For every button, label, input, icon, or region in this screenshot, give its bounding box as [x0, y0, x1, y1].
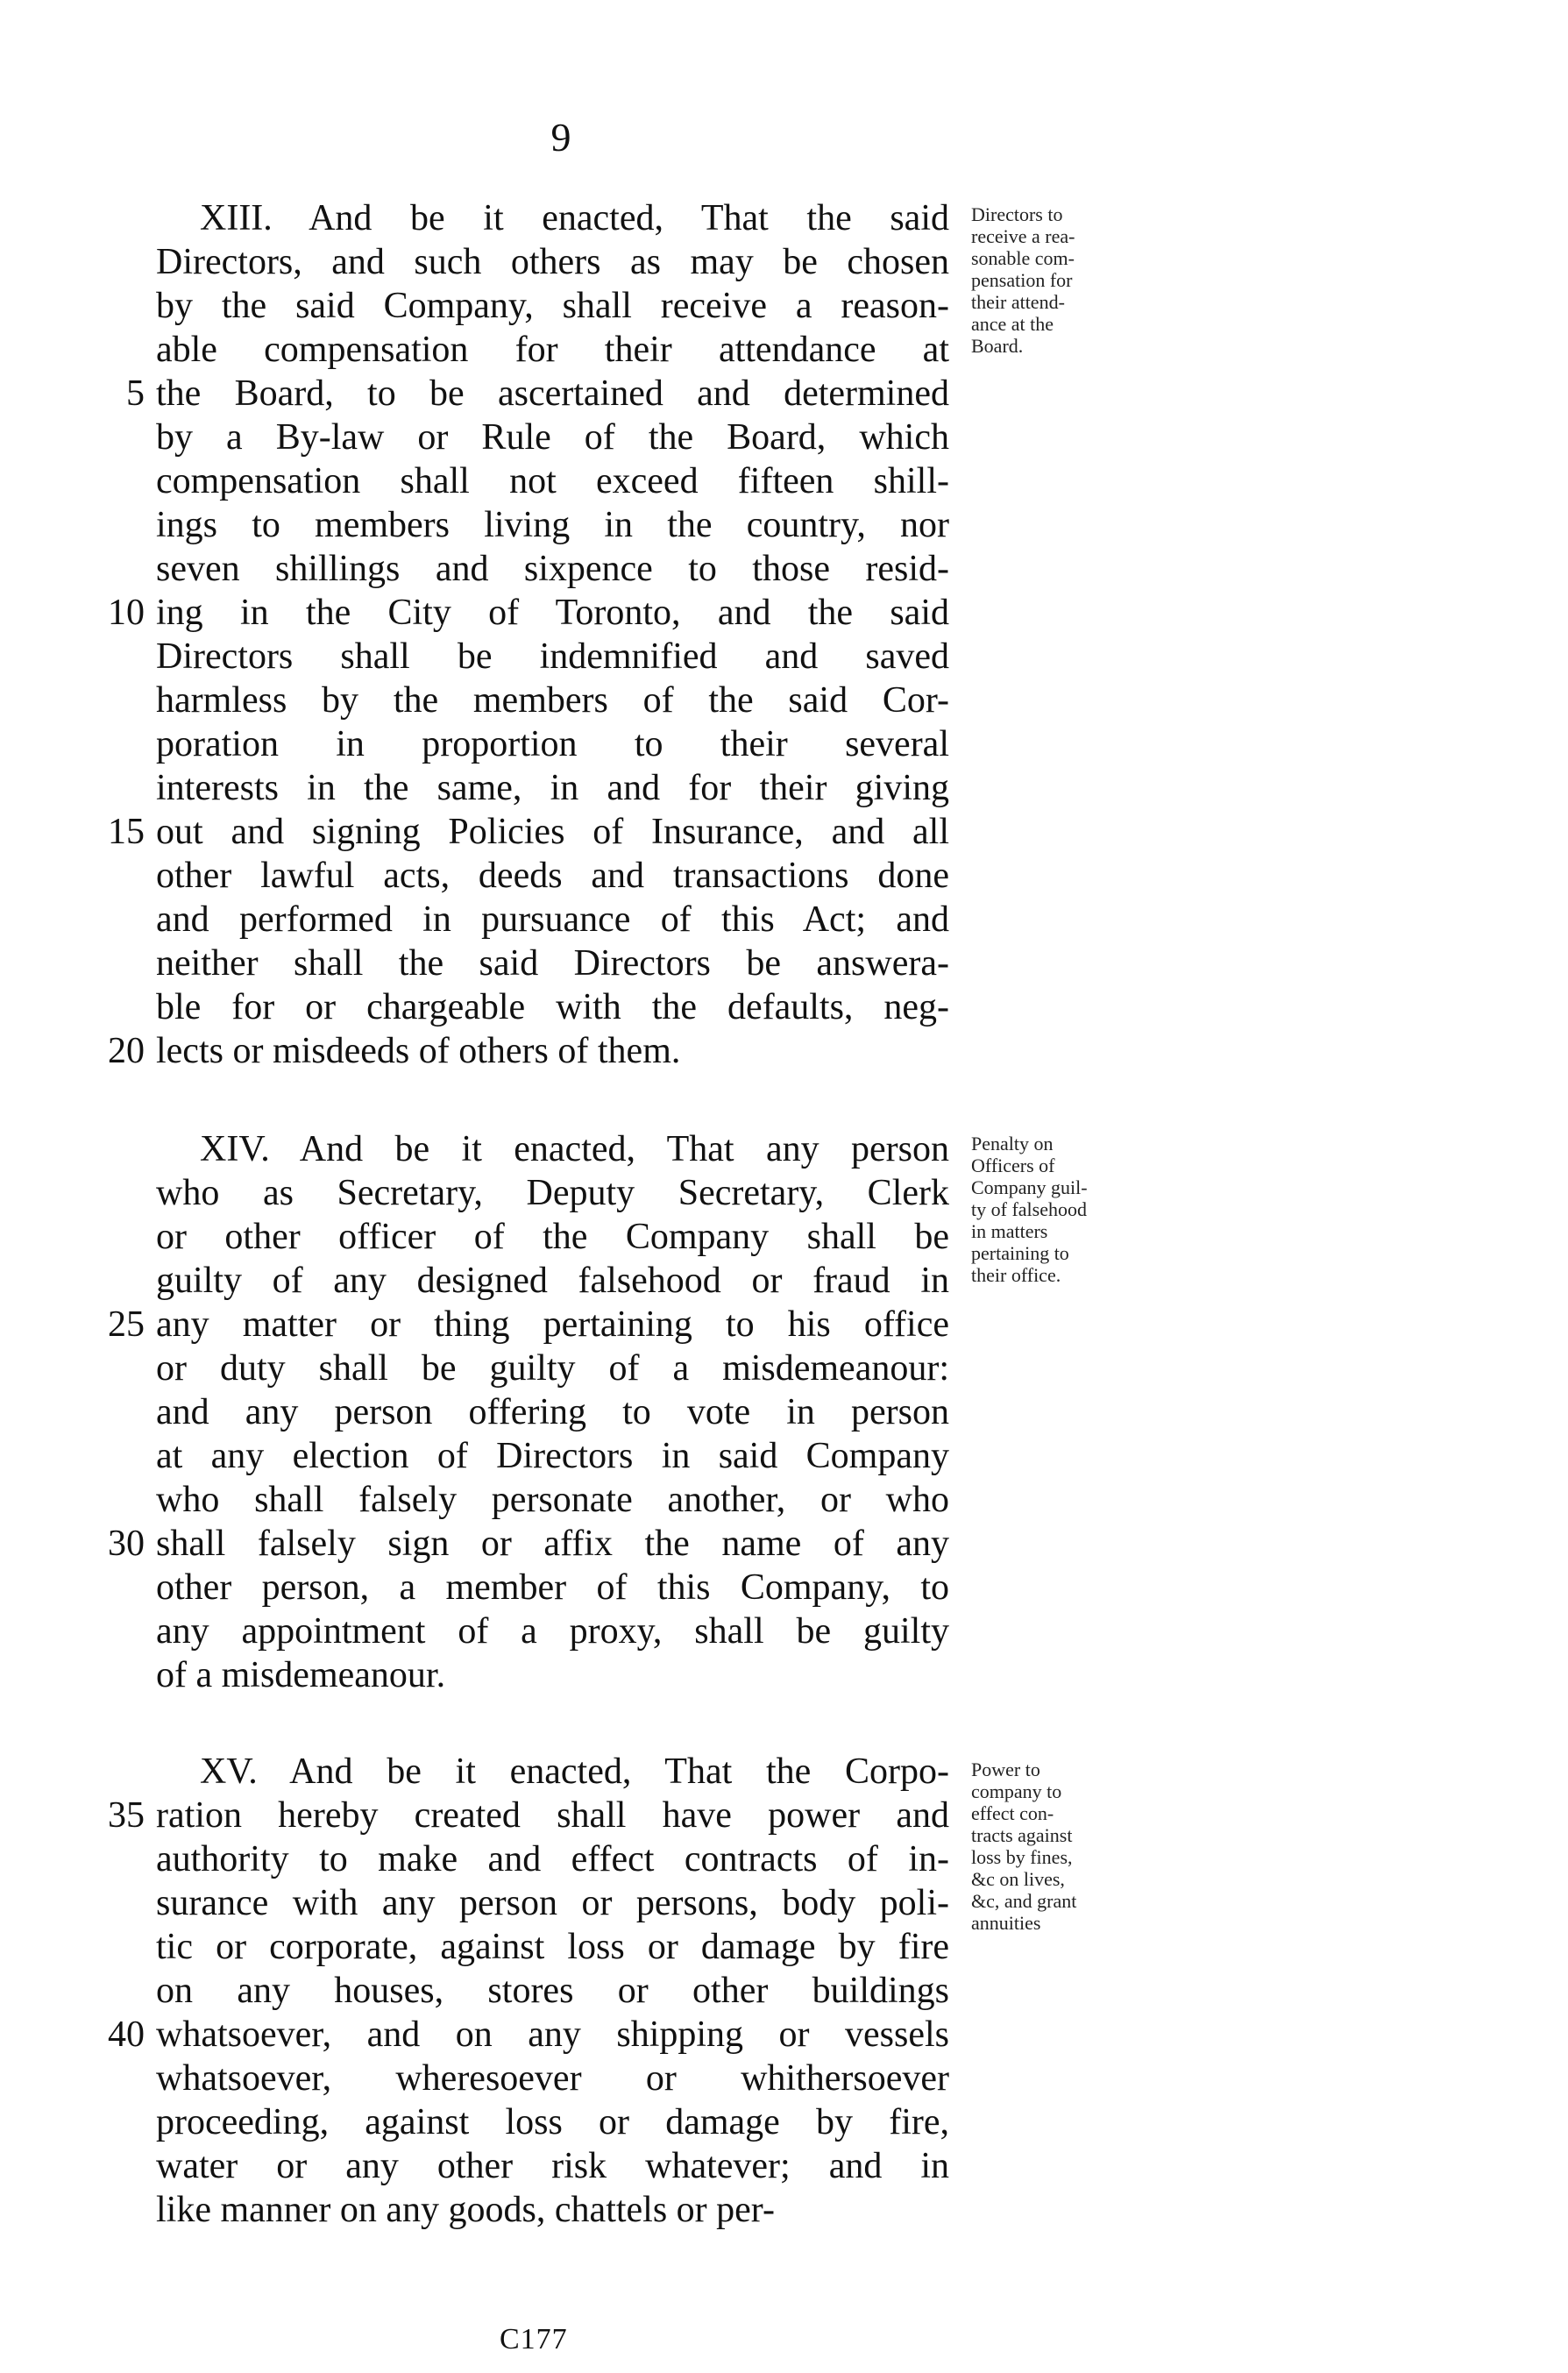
margin-note-line: company to [971, 1780, 1062, 1802]
line-text: at any election of Directors in said Company [156, 1436, 949, 1476]
line-text: poration in proportion to their several [156, 724, 949, 764]
line-number: 5 [126, 373, 145, 414]
line-text: by a By-law or Rule of the Board, which [156, 417, 949, 458]
line-text: and performed in pursuance of this Act; and [156, 899, 949, 940]
line-text: XIV. And be it enacted, That any person [200, 1129, 949, 1169]
page-number: 9 [550, 115, 571, 160]
margin-note-line: annuities [971, 1912, 1041, 1934]
margin-note-line: sonable com- [971, 247, 1075, 269]
line-number: 20 [108, 1031, 145, 1071]
line-text: who as Secretary, Deputy Secretary, Clerk [156, 1173, 949, 1213]
line-text: the Board, to be ascertained and determined [156, 373, 949, 414]
line-text: tic or corporate, against loss or damage by fire [156, 1927, 949, 1967]
line-text: authority to make and effect contracts of in- [156, 1839, 949, 1879]
line-text: shall falsely sign or affix the name of any [156, 1524, 949, 1564]
line-text: ble for or chargeable with the defaults, neg- [156, 987, 949, 1027]
line-number: 35 [108, 1795, 145, 1836]
line-text: who shall falsely personate another, or who [156, 1480, 949, 1520]
line-text: neither shall the said Directors be answera- [156, 943, 949, 984]
line-text: or other officer of the Company shall be [156, 1217, 949, 1257]
margin-note [971, 1758, 1155, 1934]
margin-note-line: pertaining to [971, 1242, 1069, 1264]
margin-note-line: Officers of [971, 1155, 1055, 1176]
margin-note-line: tracts against [971, 1824, 1073, 1846]
margin-note-line: their attend- [971, 291, 1065, 313]
line-text: ings to members living in the country, nor [156, 505, 949, 545]
line-text: surance with any person or persons, body poli- [156, 1883, 949, 1923]
line-text: compensation shall not exceed fifteen shill- [156, 461, 949, 501]
margin-note [971, 203, 1155, 357]
line-text: of a misdemeanour. [156, 1655, 446, 1695]
margin-note-line: effect con- [971, 1802, 1054, 1824]
line-text: interests in the same, in and for their giving [156, 768, 949, 808]
margin-note-line: Company guil- [971, 1176, 1088, 1198]
margin-note-line: &c, and grant [971, 1890, 1077, 1912]
signature-mark: C177 [500, 2323, 568, 2355]
line-text: water or any other risk whatever; and in [156, 2146, 949, 2186]
line-number: 30 [108, 1524, 145, 1564]
line-number: 15 [108, 812, 145, 852]
line-text: seven shillings and sixpence to those resid- [156, 549, 949, 589]
line-number: 25 [108, 1304, 145, 1345]
margin-note-line: ance at the [971, 313, 1054, 335]
line-text: proceeding, against loss or damage by fire, [156, 2102, 949, 2142]
margin-note-line: &c on lives, [971, 1868, 1065, 1890]
margin-note-line: their office. [971, 1264, 1061, 1286]
line-text: guilty of any designed falsehood or fraud in [156, 1261, 949, 1301]
line-text: XIII. And be it enacted, That the said [200, 198, 949, 238]
line-text: whatsoever, wheresoever or whithersoever [156, 2058, 949, 2099]
line-text: Directors shall be indemnified and saved [156, 636, 949, 677]
margin-note-line: Directors to [971, 203, 1063, 225]
line-text: other lawful acts, deeds and transactions done [156, 856, 949, 896]
margin-note-line: ty of falsehood [971, 1198, 1087, 1220]
line-text: out and signing Policies of Insurance, and all [156, 812, 949, 852]
line-number: 40 [108, 2014, 145, 2055]
line-text: any matter or thing pertaining to his office [156, 1304, 949, 1345]
line-text: or duty shall be guilty of a misdemeanour: [156, 1348, 949, 1389]
margin-note-line: Penalty on [971, 1133, 1054, 1155]
line-text: other person, a member of this Company, to [156, 1567, 949, 1608]
line-text: able compensation for their attendance at [156, 330, 949, 370]
margin-note-line: pensation for [971, 269, 1073, 291]
margin-note-line: loss by fines, [971, 1846, 1073, 1868]
line-text: on any houses, stores or other buildings [156, 1971, 949, 2011]
line-text: whatsoever, and on any shipping or vessels [156, 2014, 949, 2055]
line-text: ing in the City of Toronto, and the said [156, 593, 949, 633]
line-text: any appointment of a proxy, shall be guilty [156, 1611, 949, 1652]
line-text: lects or misdeeds of others of them. [156, 1031, 681, 1071]
margin-note-line: Board. [971, 335, 1024, 357]
margin-note-line: in matters [971, 1220, 1048, 1242]
line-text: Directors, and such others as may be chosen [156, 242, 949, 282]
line-text: XV. And be it enacted, That the Corpo- [200, 1751, 949, 1792]
line-text: and any person offering to vote in person [156, 1392, 949, 1432]
line-text: like manner on any goods, chattels or per- [156, 2190, 775, 2230]
line-text: ration hereby created shall have power and [156, 1795, 949, 1836]
margin-note-line: Power to [971, 1758, 1040, 1780]
line-number: 10 [108, 593, 145, 633]
line-text: harmless by the members of the said Cor- [156, 680, 949, 721]
margin-note-line: receive a rea- [971, 225, 1075, 247]
margin-note [971, 1133, 1155, 1286]
line-text: by the said Company, shall receive a reason- [156, 286, 949, 326]
